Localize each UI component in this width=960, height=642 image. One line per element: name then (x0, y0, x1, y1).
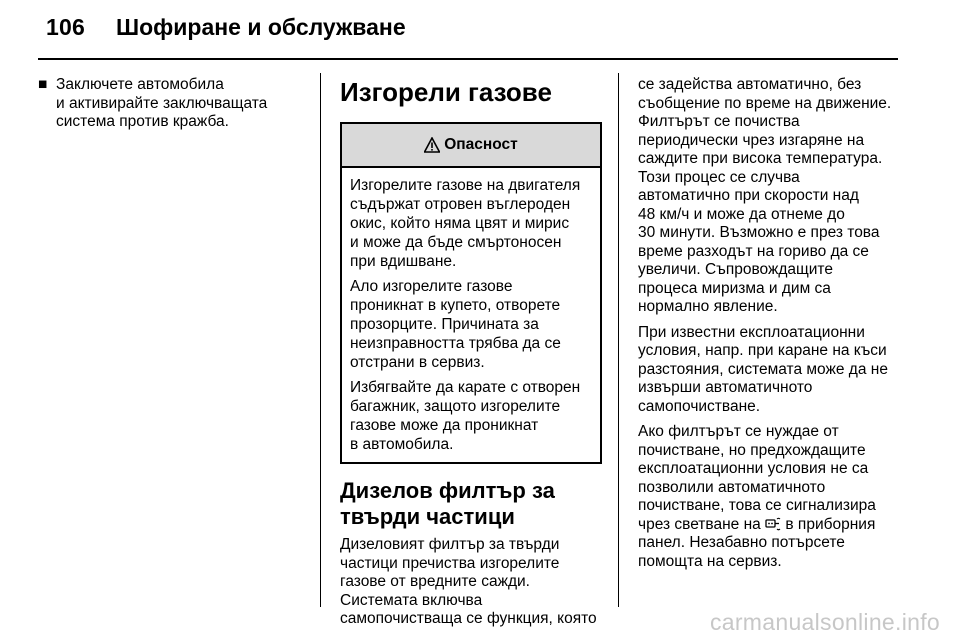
text-line: Този процес се случва (638, 168, 800, 186)
text-line: автоматично при скорости над (638, 187, 859, 204)
text-line: Филтърът се почиства (638, 113, 800, 130)
text-line: и може да бъде смъртоносен (350, 234, 562, 251)
text-line: нормално явление. (638, 298, 778, 315)
text-line: газове може да проникнат (350, 417, 539, 434)
text-line: При известни експлоатационни (638, 323, 865, 341)
text-line: съобщение по време на движение. (638, 94, 892, 112)
text-line: неизправността трябва да се (350, 335, 561, 352)
text-line: твърди частици (340, 504, 515, 529)
column-divider-2 (618, 73, 619, 607)
text-line: процеса миризма и дим са (638, 279, 831, 297)
body-paragraph (638, 324, 918, 417)
text-line: почистване, но предхождащите (638, 441, 866, 459)
text-line: отстрани в сервиз. (350, 354, 485, 371)
text-line: съдържат отровен въглероден (350, 196, 571, 213)
text-line: саждите при висока температура. (638, 150, 883, 167)
column-2 (340, 78, 602, 629)
warning-paragraph (350, 176, 592, 271)
text-line: експлоатационни условия не са (638, 460, 869, 477)
text-segment: чрез светване на (638, 515, 761, 533)
text-line: в автомобила. (350, 436, 454, 453)
warning-box (340, 122, 602, 464)
text-line: система против кражба. (56, 113, 229, 130)
text-line: проникнат в купето, отворете (350, 297, 561, 314)
text-line: Системата включва (340, 591, 483, 609)
body-paragraph (340, 536, 602, 629)
text-line: багажник, защото изгорелите (350, 398, 561, 415)
text-line: позволили автоматичното (638, 478, 826, 496)
text-line: и активирайте заключващата (56, 94, 268, 112)
subsection-title (340, 478, 602, 530)
text-line: Ако филтърът се нуждае от (638, 423, 839, 440)
text-line: разстояния, системата може да не (638, 360, 888, 378)
text-line: извърши автоматичното (638, 379, 813, 396)
text-line: 48 км/ч и може да отнеме до (638, 205, 845, 223)
text-line: самопочистваща се функция, която (340, 610, 597, 627)
bullet-text (56, 76, 308, 132)
page-number: 106 (46, 14, 85, 40)
text-line: частици пречиства изгорелите (340, 554, 560, 572)
text-line: 30 минути. Възможно е през това (638, 224, 880, 241)
body-paragraph (638, 423, 918, 571)
watermark: carmanualsonline.info (709, 609, 940, 635)
column-1 (38, 76, 308, 132)
text-line-with-icon (638, 516, 918, 535)
text-segment: в приборния (785, 515, 876, 533)
text-line: се задейства автоматично, без (638, 76, 862, 93)
column-3 (638, 76, 918, 578)
column-divider-1 (320, 73, 321, 607)
text-line: Дизеловият филтър за твърди (340, 536, 560, 553)
text-line: Избягвайте да карате с отворен (350, 379, 581, 396)
warning-body (342, 168, 600, 462)
text-line: увеличи. Съпровождащите (638, 261, 833, 278)
chapter-title: Шофиране и обслужване (116, 14, 406, 40)
text-line: прозорците. Причината за (350, 316, 539, 333)
text-line: помощта на сервиз. (638, 552, 782, 570)
text-line: Ало изгорелите газове (350, 278, 513, 295)
text-line: газове от вредните сажди. (340, 573, 530, 590)
text-line: време разходът на гориво да се (638, 242, 869, 260)
bullet-marker: ■ (38, 76, 48, 93)
text-line: при вдишване. (350, 253, 457, 270)
text-line: периодически чрез изгаряне на (638, 131, 865, 149)
section-title: Изгорели газове (340, 77, 552, 107)
warning-title: Опасност (444, 136, 518, 153)
text-line: Дизелов филтър за (340, 478, 555, 503)
header-rule (38, 58, 898, 60)
text-line: Изгорелите газове на двигателя (350, 177, 581, 194)
text-line: окис, който няма цвят и мирис (350, 215, 570, 232)
warning-header (342, 124, 600, 168)
warning-paragraph (350, 277, 592, 372)
text-line: Заключете автомобила (56, 76, 224, 93)
text-line: почистване, това се сигнализира (638, 497, 876, 514)
body-paragraph (638, 76, 918, 317)
text-line: самопочистване. (638, 397, 761, 415)
diesel-particulate-filter-icon (765, 517, 781, 531)
text-line: панел. Незабавно потърсете (638, 534, 845, 551)
warning-paragraph (350, 378, 592, 454)
text-line: условия, напр. при каране на къси (638, 342, 887, 359)
warning-triangle-icon (424, 137, 440, 153)
